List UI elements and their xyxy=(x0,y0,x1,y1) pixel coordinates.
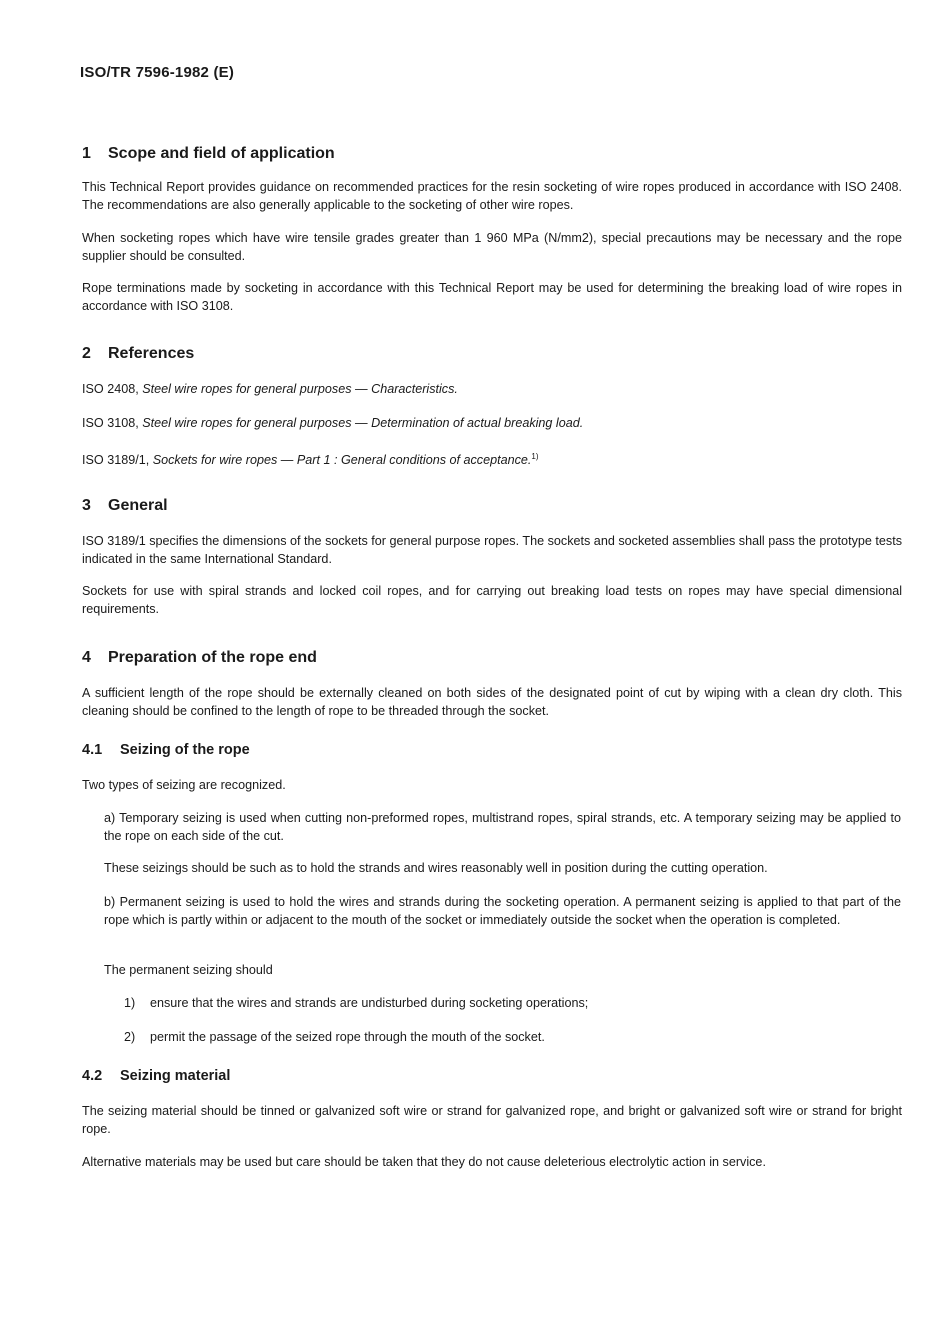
paragraph: Alternative materials may be used but care should be taken that they do not cause deleterious electrolytic action in service. xyxy=(82,1155,766,1169)
section-title: References xyxy=(108,345,195,362)
paragraph: A sufficient length of the rope should be externally cleaned on both sides of the designated point of cut by wiping with a clean dry cloth. This cleaning should be confined to the length of rope to be threaded through the socket. xyxy=(82,686,902,718)
reference-title: Steel wire ropes for general purposes — Characteristics. xyxy=(142,382,458,396)
section-4-heading xyxy=(82,649,317,667)
list-number: 1) xyxy=(124,996,136,1010)
list-number: 2) xyxy=(124,1030,136,1044)
section-title: Seizing material xyxy=(120,1068,231,1084)
reference-title: Steel wire ropes for general purposes — Determination of actual breaking load. xyxy=(142,416,584,430)
list-text: ensure that the wires and strands are undisturbed during socketing operations; xyxy=(150,996,589,1010)
section-title: Seizing of the rope xyxy=(120,742,250,758)
section-1-heading xyxy=(82,145,335,163)
section-2-heading xyxy=(82,345,194,363)
reference-code: ISO 2408, xyxy=(82,382,139,396)
paragraph: Sockets for use with spiral strands and locked coil ropes, and for carrying out breaking load tests on ropes may have special dimensional requirements. xyxy=(82,584,902,616)
section-3-heading xyxy=(82,497,168,515)
reference-item xyxy=(82,414,902,432)
list-item xyxy=(124,994,900,1012)
document-header: ISO/TR 7596-1982 (E) xyxy=(80,64,235,81)
section-title: Preparation of the rope end xyxy=(108,649,317,666)
reference-item xyxy=(82,380,902,398)
section-number: 4 xyxy=(82,649,91,666)
subsection-4-1-heading xyxy=(82,742,250,758)
section-number: 1 xyxy=(82,145,91,162)
list-text: permit the passage of the seized rope through the mouth of the socket. xyxy=(150,1030,545,1044)
paragraph: This Technical Report provides guidance on recommended practices for the resin socketing of wire ropes produced in accordance with ISO 2408. The recommendations are also generally applicable to the socketing of other wire ropes. xyxy=(82,180,902,212)
section-number: 4.1 xyxy=(82,742,103,758)
paragraph: Two types of seizing are recognized. xyxy=(82,778,286,792)
subsection-4-2-heading xyxy=(82,1068,230,1084)
section-title: General xyxy=(108,497,168,514)
section-number: 2 xyxy=(82,345,91,362)
list-item-a: a) Temporary seizing is used when cutting non-preformed ropes, multistrand ropes, spiral strands, etc. A temporary seizing may be applied to the rope on each side of the cut. xyxy=(104,811,901,843)
section-number: 4.2 xyxy=(82,1068,103,1084)
list-item-b: b) Permanent seizing is used to hold the wires and strands during the socketing operation. A permanent seizing is applied to that part of the rope which is partly within or adjacent to the mouth of the socket or immediately outside the socket when the operation is completed. xyxy=(104,895,901,927)
paragraph: These seizings should be such as to hold the strands and wires reasonably well in position during the cutting operation. xyxy=(104,861,768,875)
section-title: Scope and field of application xyxy=(108,145,335,162)
paragraph: The permanent seizing should xyxy=(104,963,273,977)
section-number: 3 xyxy=(82,497,91,514)
paragraph: When socketing ropes which have wire tensile grades greater than 1 960 MPa (N/mm2), special precautions may be necessary and the rope supplier should be consulted. xyxy=(82,231,902,263)
reference-title: Sockets for wire ropes — Part 1 : General conditions of acceptance. xyxy=(152,453,532,467)
reference-code: ISO 3189/1, xyxy=(82,453,150,467)
paragraph: Rope terminations made by socketing in accordance with this Technical Report may be used for determining the breaking load of wire ropes in accordance with ISO 3108. xyxy=(82,281,902,313)
footnote-marker: 1) xyxy=(531,452,539,461)
reference-item xyxy=(82,448,902,469)
list-item xyxy=(124,1028,900,1046)
paragraph: The seizing material should be tinned or galvanized soft wire or strand for galvanized rope, and bright or galvanized soft wire or strand for bright rope. xyxy=(82,1104,902,1136)
paragraph: ISO 3189/1 specifies the dimensions of the sockets for general purpose ropes. The sockets and socketed assemblies shall pass the prototype tests indicated in the same International Standard. xyxy=(82,534,902,566)
reference-code: ISO 3108, xyxy=(82,416,139,430)
